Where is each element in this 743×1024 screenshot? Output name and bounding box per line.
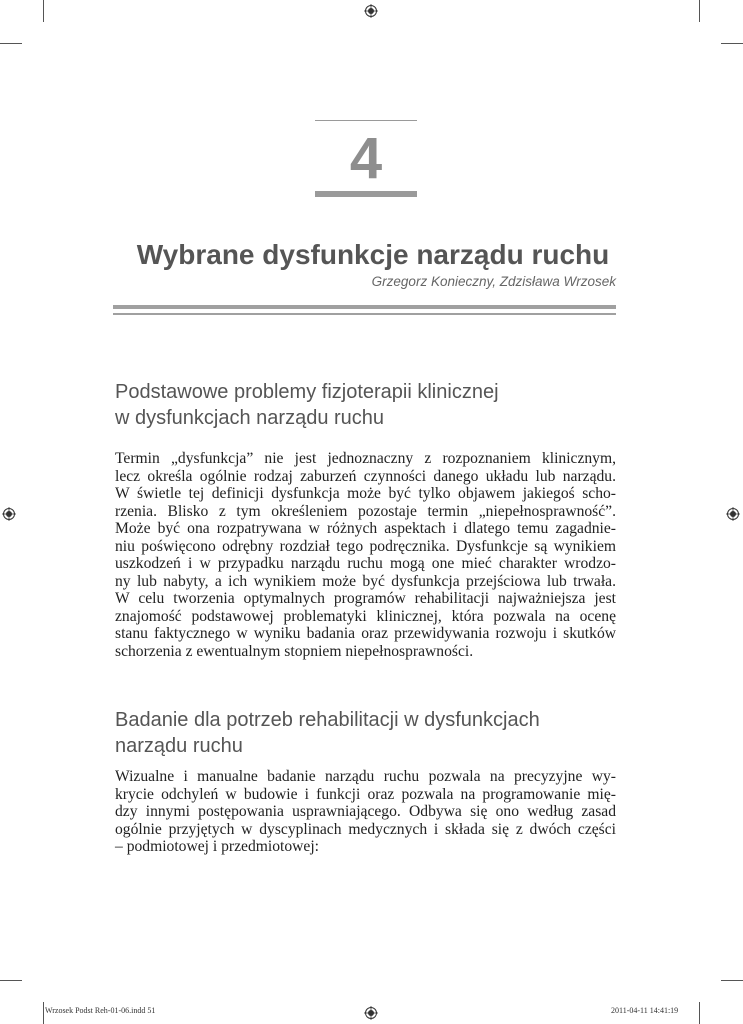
text-line: Termin „dysfunkcja” nie jest jednoznaczny z rozpoznaniem klinicznym, (115, 450, 616, 467)
crop-mark-bottom-left-horizontal (0, 980, 22, 981)
chapter-number: 4 (349, 126, 383, 191)
registration-mark-icon (364, 4, 378, 18)
chapter-number-rule-bottom (315, 191, 417, 197)
text-line: stanu faktycznego w wyniku badania oraz przewidywania rozwoju i skutków (115, 625, 616, 642)
text-line: krycie odchyleń w budowie i funkcji oraz pozwala na programowanie mię- (115, 785, 616, 803)
crop-mark-bottom-right-horizontal (721, 980, 743, 981)
footer-file-info: Wrzosek Podst Reh-01-06.indd 51 (45, 1006, 156, 1015)
heading-line: Badanie dla potrzeb rehabilitacji w dysfunkcjach (115, 709, 540, 731)
paragraph (115, 450, 616, 660)
crop-mark-top-left-horizontal (0, 43, 22, 44)
text-line: ny lub nabyty, a ich wynikiem może być dysfunkcja przejściowa lub trwała. (115, 572, 616, 590)
text-line: – podmiotowej i przedmiotowej: (115, 838, 319, 855)
paragraph (115, 768, 616, 856)
footer-timestamp: 2011-04-11 14:41:19 (611, 1006, 679, 1015)
text-line: Może być ona rozpatrywana w różnych aspektach i dlatego temu zagadnie- (115, 520, 616, 537)
text-line: ogólnie przyjętych w dyscyplinach medycznych i składa się z dwóch części (115, 820, 616, 838)
title-rule-thin (113, 313, 616, 315)
chapter-authors: Grzegorz Konieczny, Zdzisława Wrzosek (371, 274, 616, 289)
crop-mark-top-right-horizontal (721, 43, 743, 44)
chapter-title: Wybrane dysfunkcje narządu ruchu (136, 239, 610, 270)
section-heading (115, 379, 620, 431)
crop-mark-top-left-vertical (43, 0, 44, 22)
text-line: dzy innymi postępowania usprawniającego. Odbywa się ono według zasad (115, 803, 616, 820)
text-line: uszkodzeń i w przypadku narządu ruchu mogą one mieć charakter wrodzo- (115, 555, 616, 572)
text-line: znajomość podstawowej problematyki klinicznej, która pozwala na ocenę (115, 607, 616, 625)
text-line: Wizualne i manualne badanie narządu ruchu pozwala na precyzyjne wy- (115, 768, 616, 785)
text-line: W celu tworzenia optymalnych programów rehabilitacji najważniejsza jest (115, 590, 616, 607)
registration-mark-icon (364, 1006, 378, 1020)
section-heading (115, 707, 620, 759)
chapter-number-rule-top (315, 120, 417, 121)
crop-mark-bottom-right-vertical (699, 1002, 700, 1024)
crop-mark-top-right-vertical (699, 0, 700, 22)
text-line: niu poświęcono odrębny rozdział tego podręcznika. Dysfunkcje są wynikiem (115, 537, 616, 555)
heading-line: w dysfunkcjach narządu ruchu (115, 407, 385, 429)
crop-mark-bottom-left-vertical (43, 1002, 44, 1024)
registration-mark-icon (726, 507, 740, 521)
text-line: W świetle tej definicji dysfunkcja może być tylko objawem jakiegoś scho- (115, 485, 616, 502)
text-line: lecz określa ogólnie rodzaj zaburzeń czynności danego układu lub narządu. (115, 467, 616, 485)
text-line: schorzenia z ewentualnym stopniem niepełnosprawności. (115, 642, 474, 660)
heading-line: narządu ruchu (115, 735, 243, 757)
text-line: rzenia. Blisko z tym określeniem pozostaje termin „niepełnosprawność”. (115, 502, 616, 520)
title-rule-thick (113, 305, 616, 309)
registration-mark-icon (2, 507, 16, 521)
heading-line: Podstawowe problemy fizjoterapii klinicznej (115, 381, 499, 403)
